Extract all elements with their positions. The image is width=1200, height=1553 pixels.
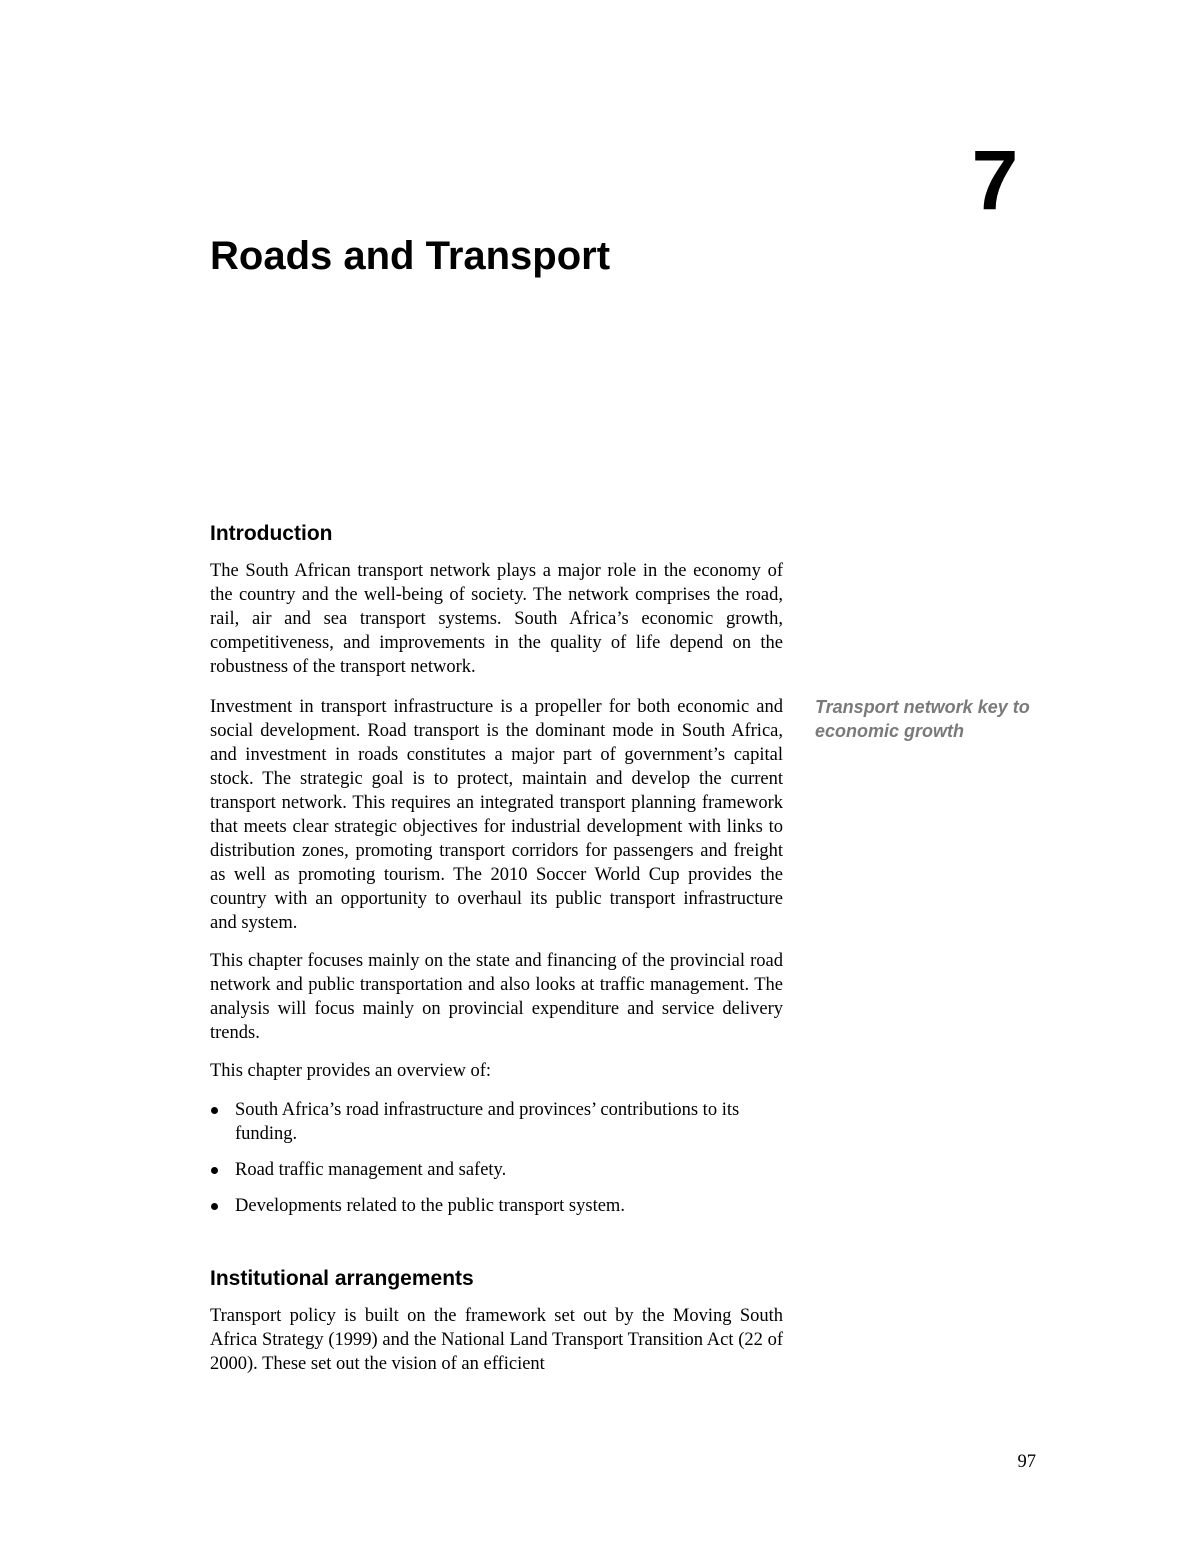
- intro-paragraph-3: This chapter focuses mainly on the state and financing of the provincial road network and public transportation and also looks at traffic management. The analysis will focus mainly on provincial expenditure and service delivery trends.: [210, 951, 783, 1043]
- margin-note: Transport network key to economic growth: [815, 697, 1030, 741]
- list-item: [210, 1194, 783, 1218]
- list-item-text: Road traffic management and safety.: [235, 1160, 507, 1180]
- chapter-title: Roads and Transport: [210, 234, 611, 278]
- page-number: 97: [1017, 1452, 1036, 1472]
- list-item: [210, 1158, 783, 1182]
- bullet-icon: [211, 1167, 218, 1174]
- list-item-text: South Africa’s road infrastructure and provinces’ contributions to its funding.: [235, 1100, 740, 1144]
- section-heading-introduction: Introduction: [210, 522, 333, 545]
- bullet-icon: [211, 1203, 218, 1210]
- overview-bullet-list: [210, 1098, 783, 1230]
- list-item: [210, 1098, 783, 1146]
- institutional-paragraph: Transport policy is built on the framework set out by the Moving South Africa Strategy (1999) and the National Land Transport Transition Act (22 of 2000). These set out the vision of an efficient: [210, 1306, 783, 1374]
- section-heading-institutional: Institutional arrangements: [210, 1267, 474, 1290]
- intro-paragraph-1: The South African transport network plays a major role in the economy of the country and the well-being of society. The network comprises the road, rail, air and sea transport systems. South Africa’s economic growth, competitiveness, and improvements in the quality of life depend on the robustness of the transport network.: [210, 561, 783, 677]
- intro-paragraph-2: Investment in transport infrastructure is a propeller for both economic and social development. Road transport is the dominant mode in South Africa, and investment in roads constitutes a major part of government’s capital stock. The strategic goal is to protect, maintain and develop the current transport network. This requires an integrated transport planning framework that meets clear strategic objectives for industrial development with links to distribution zones, promoting transport corridors for passengers and freight as well as promoting tourism. The 2010 Soccer World Cup provides the country with an opportunity to overhaul its public transport infrastructure and system.: [210, 697, 783, 933]
- bullet-icon: [211, 1107, 218, 1114]
- intro-paragraph-4: This chapter provides an overview of:: [210, 1061, 492, 1081]
- list-item-text: Developments related to the public transport system.: [235, 1196, 625, 1216]
- chapter-number: 7: [971, 133, 1019, 227]
